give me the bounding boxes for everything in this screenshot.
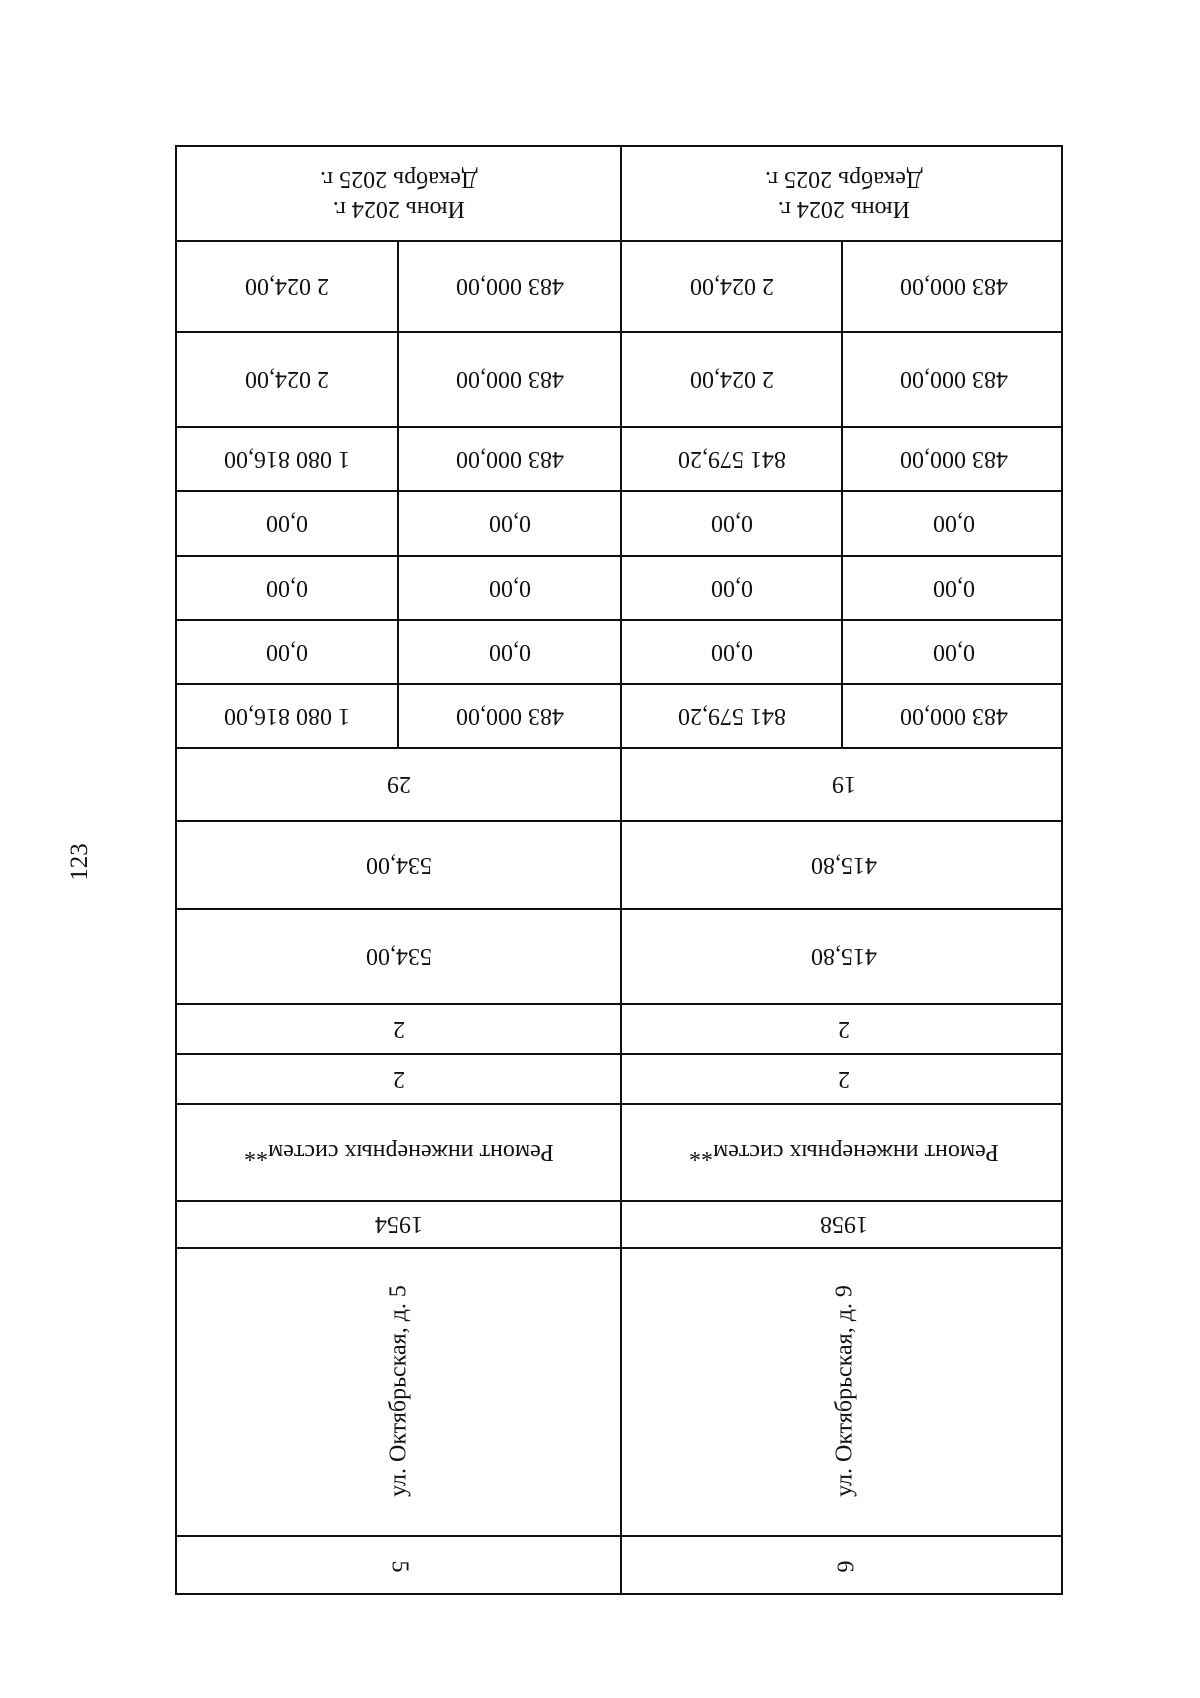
- period-end: Декабрь 2025 г.: [319, 165, 478, 192]
- entrances-cell: 2: [837, 1065, 850, 1092]
- period-cell: [622, 147, 1065, 240]
- cell: 0,00: [488, 638, 531, 665]
- address-cell: ул. Октябрьская, д. 5: [385, 1285, 412, 1497]
- cell: 0,00: [710, 510, 753, 536]
- area-cell: 534,00: [365, 851, 432, 878]
- cell: 2 024,00: [689, 366, 774, 392]
- data-table: [175, 145, 1063, 1595]
- work-type-cell: Ремонт инженерных систем**: [688, 1139, 999, 1165]
- cell: 483 000,00: [900, 366, 1008, 392]
- cell: 0,00: [266, 574, 308, 601]
- cell: 2 024,00: [245, 273, 329, 299]
- cell: 483 000,00: [455, 273, 564, 299]
- entrances-cell: 2: [392, 1065, 405, 1092]
- area-cell: 415,80: [810, 851, 877, 878]
- cell: 841 579,20: [677, 702, 786, 729]
- cell: 0,00: [488, 574, 531, 601]
- period-start: Июнь 2024 г.: [332, 195, 465, 222]
- row-number: 6: [831, 1560, 857, 1572]
- row-line: [177, 1247, 1061, 1249]
- row-number: 5: [386, 1560, 412, 1572]
- year-cell: 1954: [374, 1211, 423, 1237]
- cell: 0,00: [266, 510, 308, 536]
- cell: 0,00: [933, 510, 975, 536]
- period-start: Июнь 2024 г.: [777, 195, 910, 222]
- page-number: 123: [66, 843, 93, 881]
- cell: 0,00: [488, 510, 531, 536]
- period-cell: [177, 147, 620, 240]
- cell: 483 000,00: [455, 366, 564, 392]
- floors-cell: 2: [392, 1015, 405, 1042]
- cell: 0,00: [933, 638, 975, 665]
- cell: 0,00: [710, 574, 753, 601]
- cell: 2 024,00: [689, 273, 774, 299]
- period-end: Декабрь 2025 г.: [764, 165, 923, 192]
- cell: 483 000,00: [900, 702, 1008, 729]
- cell: 841 579,20: [677, 445, 786, 472]
- work-type-cell: Ремонт инженерных систем**: [243, 1139, 554, 1165]
- cell: 1 080 816,00: [224, 445, 350, 472]
- cell: 483 000,00: [455, 702, 564, 729]
- cell: 483 000,00: [455, 445, 564, 472]
- cell: 0,00: [710, 638, 753, 665]
- cell: 0,00: [266, 638, 308, 665]
- year-cell: 1958: [819, 1211, 868, 1237]
- address-cell: ул. Октябрьская, д. 9: [831, 1285, 858, 1497]
- cell: 1 080 816,00: [224, 702, 350, 729]
- cell: 0,00: [933, 574, 975, 601]
- residents-count: 19: [831, 771, 856, 797]
- floors-cell: 2: [837, 1015, 850, 1042]
- cell: 483 000,00: [900, 273, 1008, 299]
- area-cell: 415,80: [810, 943, 877, 969]
- cell: 2 024,00: [245, 366, 329, 392]
- cell: 483 000,00: [900, 445, 1008, 472]
- area-cell: 534,00: [365, 943, 432, 969]
- residents-count: 29: [386, 771, 411, 797]
